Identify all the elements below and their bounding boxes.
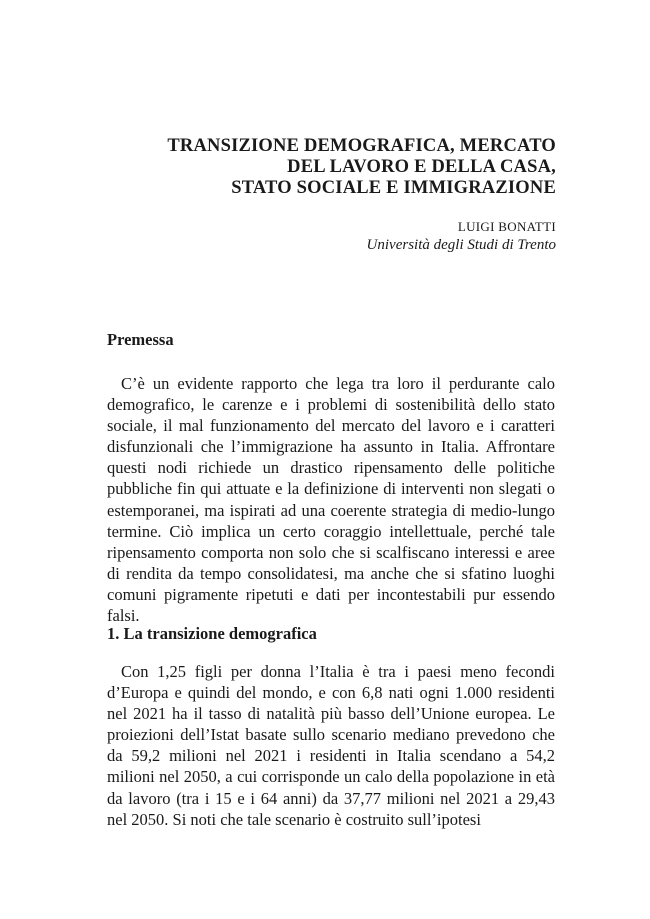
paragraph-transizione: Con 1,25 figli per donna l’Italia è tra i paesi meno fecondi d’Europa e quindi del mondo, e con 6,8 nati ogni 1.000 residenti nel 2021 ha il tasso di natalità più basso dell’Unione europea. Le proiezioni dell’Istat basate sullo scenario mediano prevedono che da 59,2 milioni nel 2021 i residenti in Italia scendano a 54,2 milioni nel 2050, a cui corrisponde un calo della popolazione in età da lavoro (tra i 15 e i 64 anni) da 37,77 milioni nel 2021 a 29,43 nel 2050. Si noti che tale scenario è costruito sull’ipotesi	[107, 662, 555, 829]
author-name: LUIGI BONATTI	[457, 219, 556, 234]
author-affiliation: Università degli Studi di Trento	[366, 237, 556, 253]
article-title	[56, 136, 556, 199]
section-heading-transizione: 1. La transizione demografica	[107, 624, 317, 643]
paragraph-premessa: C’è un evidente rapporto che lega tra loro il perdurante calo demografico, le carenze e i problemi di sostenibilità dello stato sociale, il mal funzionamento del mercato del lavoro e i caratteri disfunzionali che l’immigrazione ha assunto in Italia. Affrontare questi nodi richiede un drastico ripensamento delle politiche pubbliche fin qui attuate e la definizione di interventi non slegati o estemporanei, ma ispirati ad una coerente strategia di medio-lungo termine. Ciò implica un certo coraggio intellettuale, perché tale ripensamento comporta non solo che si scalfiscano interessi e aree di rendita da tempo consolidatesi, ma anche che si sfatino luoghi comuni pigramente ripetuti e dati per incontestabili pur essendo falsi.	[107, 374, 555, 626]
title-line: STATO SOCIALE E IMMIGRAZIONE	[231, 178, 556, 198]
title-line: TRANSIZIONE DEMOGRAFICA, MERCATO	[167, 136, 556, 156]
title-line: DEL LAVORO E DELLA CASA,	[287, 157, 556, 177]
section-heading-premessa: Premessa	[107, 330, 174, 349]
